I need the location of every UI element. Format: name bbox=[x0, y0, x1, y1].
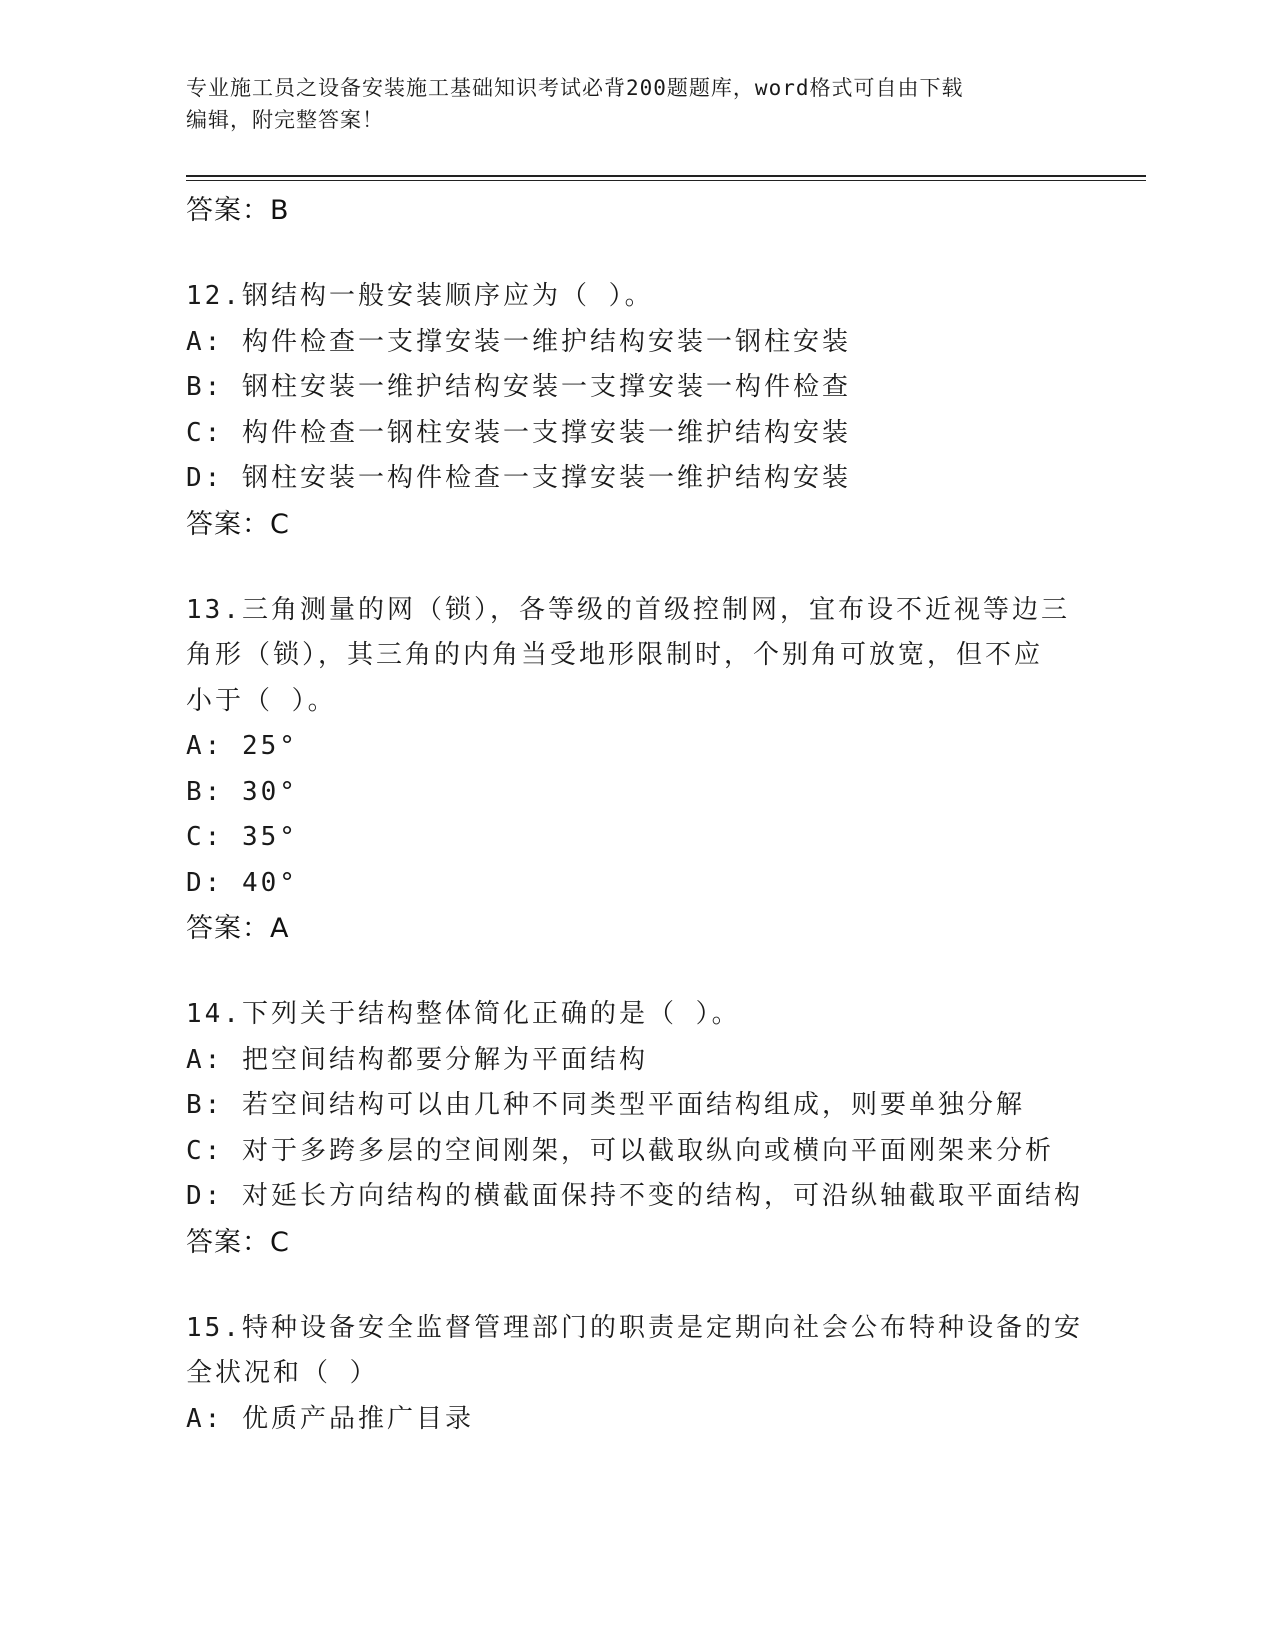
question-list bbox=[186, 188, 1086, 1442]
question-12 bbox=[186, 274, 1086, 548]
question-stem: 14.下列关于结构整体简化正确的是（ ）。 bbox=[186, 999, 741, 1029]
header-line-1: 专业施工员之设备安装施工基础知识考试必背200题题库，word格式可自由下载 bbox=[186, 76, 964, 100]
answer-line: 答案：B bbox=[186, 195, 290, 226]
question-stem-line-1: 13.三角测量的网（锁），各等级的首级控制网，宜布设不近视等边三 bbox=[186, 594, 1070, 625]
answer-line: 答案：C bbox=[186, 1226, 290, 1258]
option-c: C: 构件检查一钢柱安装一支撑安装一维护结构安装 bbox=[186, 417, 851, 448]
question-14 bbox=[186, 992, 1086, 1266]
answer-line: 答案：A bbox=[186, 913, 290, 944]
option-b: B: 30° bbox=[186, 776, 298, 807]
question-15 bbox=[186, 1306, 1086, 1443]
option-a: A: 把空间结构都要分解为平面结构 bbox=[186, 1044, 648, 1075]
option-b: B: 若空间结构可以由几种不同类型平面结构组成，则要单独分解 bbox=[186, 1090, 1025, 1120]
option-b: B: 钢柱安装一维护结构安装一支撑安装一构件检查 bbox=[186, 372, 851, 402]
header-line-2: 编辑，附完整答案！ bbox=[186, 108, 384, 132]
question-stem-line-1: 15.特种设备安全监督管理部门的职责是定期向社会公布特种设备的安 bbox=[186, 1312, 1083, 1343]
option-a: A: 优质产品推广目录 bbox=[186, 1403, 474, 1434]
header-divider-thin bbox=[186, 180, 1146, 181]
option-c: C: 35° bbox=[186, 822, 298, 852]
option-d: D: 对延长方向结构的横截面保持不变的结构，可沿纵轴截取平面结构 bbox=[186, 1181, 1083, 1211]
question-stem-line-2: 全状况和（ ） bbox=[186, 1358, 379, 1388]
question-stem-line-2: 角形（锁），其三角的内角当受地形限制时，个别角可放宽，但不应 bbox=[186, 640, 1044, 670]
option-a: A: 构件检查一支撑安装一维护结构安装一钢柱安装 bbox=[186, 326, 851, 357]
question-stem: 12.钢结构一般安装顺序应为（ ）。 bbox=[186, 281, 654, 311]
answer-line: 答案：C bbox=[186, 508, 290, 540]
option-a: A: 25° bbox=[186, 731, 298, 761]
option-d: D: 钢柱安装一构件检查一支撑安装一维护结构安装 bbox=[186, 463, 851, 493]
question-stem-line-3: 小于（ ）。 bbox=[186, 685, 337, 716]
question-13 bbox=[186, 588, 1086, 953]
option-c: C: 对于多跨多层的空间刚架，可以截取纵向或横向平面刚架来分析 bbox=[186, 1135, 1054, 1166]
option-d: D: 40° bbox=[186, 867, 298, 898]
document-header bbox=[186, 72, 1086, 136]
header-divider-thick bbox=[186, 175, 1146, 177]
